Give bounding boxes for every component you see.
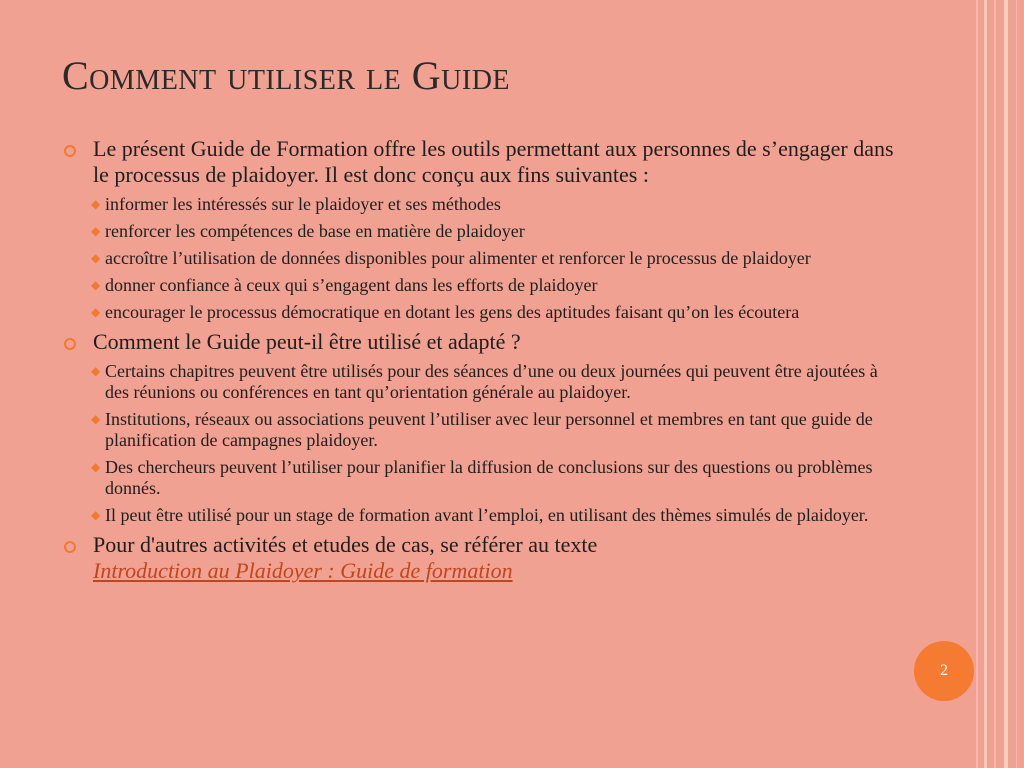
ring-bullet-icon — [64, 338, 76, 350]
diamond-bullet-icon: ◆ — [91, 305, 101, 319]
diamond-bullet-icon: ◆ — [91, 278, 101, 292]
bullet-text: Le présent Guide de Formation offre les outils permettant aux personnes de s’engager dans le processus de plaidoyer. Il est donc conçu aux fins suivantes : — [93, 136, 894, 187]
sub-bullet-item — [64, 221, 904, 242]
sub-bullet-item — [64, 409, 904, 451]
frame-line — [984, 0, 987, 768]
diamond-bullet-icon: ◆ — [91, 224, 101, 238]
sub-bullet-text: Certains chapitres peuvent être utilisés pour des séances d’une ou deux journées qui peuvent être ajoutées à des réunions ou conférences en tant qu’orientation générale au plaidoyer. — [105, 361, 878, 402]
sub-bullet-item — [64, 505, 904, 526]
sub-bullet-text: encourager le processus démocratique en dotant les gens des aptitudes faisant qu’on les écoutera — [105, 302, 800, 322]
sub-bullet-text: donner confiance à ceux qui s’engagent dans les efforts de plaidoyer — [105, 275, 598, 295]
diamond-bullet-icon: ◆ — [91, 251, 101, 265]
sub-bullet-item — [64, 194, 904, 215]
sub-bullet-text: Il peut être utilisé pour un stage de formation avant l’emploi, en utilisant des thèmes simulés de plaidoyer. — [105, 505, 869, 525]
slide-title: Comment utiliser le Guide — [62, 53, 511, 98]
bullet-text: Comment le Guide peut-il être utilisé et adapté ? — [93, 329, 521, 354]
ring-bullet-icon — [64, 145, 76, 157]
bullet-item — [64, 532, 904, 584]
sub-bullet-list — [64, 361, 904, 526]
frame-line — [1016, 0, 1017, 768]
frame-line — [976, 0, 978, 768]
sub-bullet-text: Des chercheurs peuvent l’utiliser pour planifier la diffusion de conclusions sur des questions ou problèmes donnés. — [105, 457, 873, 498]
diamond-bullet-icon: ◆ — [91, 460, 101, 474]
sub-bullet-text: Institutions, réseaux ou associations peuvent l’utiliser avec leur personnel et membres en tant que guide de planification de campagnes plaidoyer. — [105, 409, 873, 450]
diamond-bullet-icon: ◆ — [91, 508, 101, 522]
sub-bullet-item — [64, 361, 904, 403]
diamond-bullet-icon: ◆ — [91, 412, 101, 426]
sub-bullet-text: informer les intéressés sur le plaidoyer et ses méthodes — [105, 194, 501, 214]
sub-bullet-item — [64, 275, 904, 296]
ring-bullet-icon — [64, 541, 76, 553]
sub-bullet-item — [64, 457, 904, 499]
sub-bullet-item — [64, 302, 904, 323]
diamond-bullet-icon: ◆ — [91, 197, 101, 211]
sub-bullet-list — [64, 194, 904, 323]
frame-line — [994, 0, 996, 768]
diamond-bullet-icon: ◆ — [91, 364, 101, 378]
sub-bullet-text: accroître l’utilisation de données disponibles pour alimenter et renforcer le processus de plaidoyer — [105, 248, 811, 268]
bullet-item — [64, 329, 904, 355]
frame-line — [1004, 0, 1008, 768]
guide-link[interactable]: Introduction au Plaidoyer : Guide de formation — [93, 558, 513, 583]
bullet-text: Pour d'autres activités et etudes de cas, se référer au texte — [93, 532, 598, 557]
slide-content — [64, 136, 904, 590]
page-number-badge: 2 — [914, 641, 974, 701]
sub-bullet-text: renforcer les compétences de base en matière de plaidoyer — [105, 221, 525, 241]
bullet-item — [64, 136, 904, 188]
sub-bullet-item — [64, 248, 904, 269]
